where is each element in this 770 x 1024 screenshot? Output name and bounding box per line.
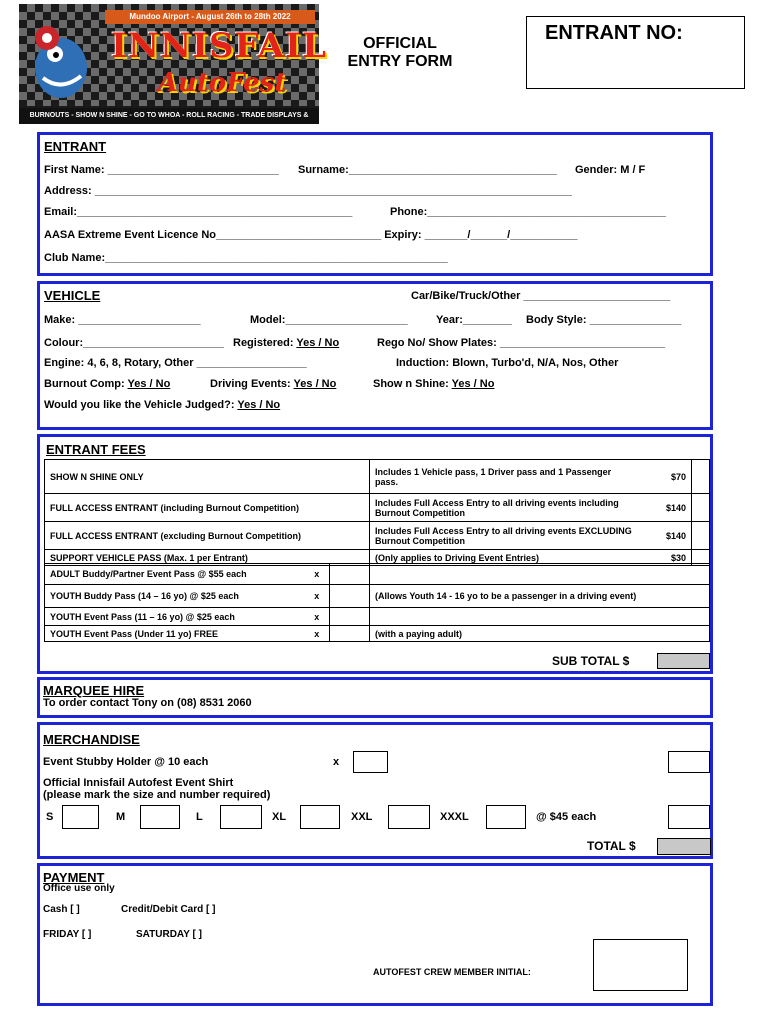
total-box[interactable] <box>657 838 711 855</box>
crew-initial-box[interactable] <box>593 939 688 991</box>
size-xl-label: XL <box>272 811 287 823</box>
pass-x: x <box>305 608 330 626</box>
fee-desc: Includes Full Access Entry to all driving events EXCLUDING Burnout Competition <box>370 522 642 550</box>
fee-entry-box[interactable] <box>692 460 710 494</box>
pass-note: (with a paying adult) <box>370 626 710 642</box>
entrant-heading: ENTRANT <box>44 139 107 154</box>
pass-item: YOUTH Buddy Pass (14 – 16 yo) @ $25 each <box>45 585 305 608</box>
email-field[interactable]: Email:_____________________________________________ <box>44 206 353 218</box>
fee-item: FULL ACCESS ENTRANT (excluding Burnout Competition) <box>45 522 370 550</box>
form-title-line1: OFFICIAL <box>363 35 437 52</box>
shirt-label: Official Innisfail Autofest Event Shirt <box>43 777 234 789</box>
fee-row <box>45 494 710 522</box>
pass-row <box>45 585 710 608</box>
merchandise-section <box>37 722 713 859</box>
saturday-option[interactable]: SATURDAY [ ] <box>136 929 202 940</box>
pass-qty-box[interactable] <box>330 626 370 642</box>
induction-field[interactable]: Induction: Blown, Turbo'd, N/A, Nos, Other <box>396 357 619 369</box>
pass-row <box>45 626 710 642</box>
registered-field[interactable] <box>233 337 339 349</box>
marquee-contact: To order contact Tony on (08) 8531 2060 <box>43 697 252 709</box>
stubby-holder-label: Event Stubby Holder @ 10 each <box>43 756 209 768</box>
judged-field[interactable] <box>44 399 280 411</box>
burnout-comp-field[interactable] <box>44 378 170 390</box>
size-s-box[interactable] <box>62 805 99 829</box>
subtotal-box[interactable] <box>657 653 710 669</box>
driving-options[interactable]: Yes / No <box>293 378 337 390</box>
logo-subtitle: AutoFest <box>157 68 287 98</box>
fee-item: SUPPORT VEHICLE PASS (Max. 1 per Entrant) <box>45 550 370 566</box>
fee-price: $140 <box>642 494 692 522</box>
driving-label: Driving Events: <box>210 378 294 390</box>
fee-price: $70 <box>642 460 692 494</box>
burnout-label: Burnout Comp: <box>44 378 128 390</box>
pass-note <box>370 608 710 626</box>
payment-section <box>37 863 713 1006</box>
size-l-label: L <box>196 811 203 823</box>
crew-initial-label: AUTOFEST CREW MEMBER INITIAL: <box>373 967 531 977</box>
shine-label: Show n Shine: <box>373 378 452 390</box>
gender-field[interactable]: Gender: M / F <box>575 164 646 176</box>
address-field[interactable]: Address: ______________________________________________________________________________ <box>44 185 572 197</box>
stubby-total-box[interactable] <box>668 751 710 773</box>
make-field[interactable]: Make: ____________________ <box>44 314 201 326</box>
size-xxl-label: XXL <box>351 811 373 823</box>
club-name-field[interactable]: Club Name:________________________________________________________ <box>44 252 448 264</box>
burnout-options[interactable]: Yes / No <box>127 378 171 390</box>
stubby-qty-box[interactable] <box>353 751 388 773</box>
pass-row <box>45 564 710 585</box>
shirt-price: @ $45 each <box>536 811 597 823</box>
fee-item: SHOW N SHINE ONLY <box>45 460 370 494</box>
first-name-field[interactable]: First Name: ____________________________ <box>44 164 279 176</box>
fee-price: $30 <box>642 550 692 566</box>
fee-desc: (Only applies to Driving Event Entries) <box>370 550 642 566</box>
fee-row <box>45 460 710 494</box>
fees-heading: ENTRANT FEES <box>46 442 146 457</box>
logo-banner: Mundoo Airport - August 26th to 28th 2022 <box>105 10 315 24</box>
shirt-total-box[interactable] <box>668 805 710 829</box>
pass-item: ADULT Buddy/Partner Event Pass @ $55 each <box>45 564 305 585</box>
mascot-icon <box>25 18 97 102</box>
card-option[interactable]: Credit/Debit Card [ ] <box>121 904 216 915</box>
payment-heading: PAYMENT <box>43 870 105 885</box>
engine-field[interactable]: Engine: 4, 6, 8, Rotary, Other __________________ <box>44 357 307 369</box>
shirt-instruction: (please mark the size and number required) <box>43 789 271 801</box>
rego-field[interactable]: Rego No/ Show Plates: ___________________________ <box>377 337 666 349</box>
size-l-box[interactable] <box>220 805 262 829</box>
size-xxl-box[interactable] <box>388 805 430 829</box>
fee-entry-box[interactable] <box>692 522 710 550</box>
phone-field[interactable]: Phone:_______________________________________ <box>390 206 666 218</box>
size-m-box[interactable] <box>140 805 180 829</box>
fee-entry-box[interactable] <box>692 494 710 522</box>
judged-label: Would you like the Vehicle Judged?: <box>44 399 238 411</box>
logo-strip: BURNOUTS - SHOW N SHINE - GO TO WHOA - ROLL RACING - TRADE DISPLAYS & MORE <box>19 108 319 124</box>
stubby-x: x <box>333 756 340 768</box>
pass-item: YOUTH Event Pass (11 – 16 yo) @ $25 each <box>45 608 305 626</box>
marquee-heading: MARQUEE HIRE <box>43 683 145 698</box>
pass-x: x <box>305 564 330 585</box>
model-field[interactable]: Model:____________________ <box>250 314 408 326</box>
licence-field[interactable]: AASA Extreme Event Licence No___________________________ Expiry: _______/______/___________ <box>44 229 578 241</box>
pass-item: YOUTH Event Pass (Under 11 yo) FREE <box>45 626 305 642</box>
passes-table <box>44 563 710 642</box>
form-title <box>330 35 470 71</box>
fee-item: FULL ACCESS ENTRANT (including Burnout Competition) <box>45 494 370 522</box>
logo-title: INNISFAIL <box>111 26 327 66</box>
fees-table <box>44 459 710 566</box>
cash-option[interactable]: Cash [ ] <box>43 904 80 915</box>
size-m-label: M <box>116 811 126 823</box>
registered-options[interactable]: Yes / No <box>296 337 340 349</box>
friday-option[interactable]: FRIDAY [ ] <box>43 929 92 940</box>
entrant-no-label: ENTRANT NO: <box>545 22 683 44</box>
size-xxxl-box[interactable] <box>486 805 526 829</box>
show-n-shine-field[interactable] <box>373 378 494 390</box>
colour-field[interactable]: Colour:_______________________ <box>44 337 224 349</box>
fees-section <box>37 434 713 674</box>
pass-x: x <box>305 626 330 642</box>
fee-price: $140 <box>642 522 692 550</box>
event-logo <box>19 4 327 135</box>
fee-desc: Includes 1 Vehicle pass, 1 Driver pass and 1 Passenger pass. <box>370 460 642 494</box>
pass-note <box>370 564 710 585</box>
judged-options[interactable]: Yes / No <box>237 399 281 411</box>
entrant-section <box>37 132 713 276</box>
pass-x: x <box>305 585 330 608</box>
pass-qty-box[interactable] <box>330 585 370 608</box>
merchandise-heading: MERCHANDISE <box>43 732 140 747</box>
size-xxxl-label: XXXL <box>440 811 469 823</box>
year-field[interactable]: Year:________ <box>436 314 512 326</box>
body-style-field[interactable]: Body Style: _______________ <box>526 314 682 326</box>
vehicle-heading: VEHICLE <box>44 288 101 303</box>
surname-field[interactable]: Surname:__________________________________ <box>298 164 557 176</box>
pass-qty-box[interactable] <box>330 608 370 626</box>
registered-label: Registered: <box>233 337 297 349</box>
vehicle-section <box>37 281 713 430</box>
vehicle-type-field[interactable]: Car/Bike/Truck/Other ________________________ <box>411 290 671 302</box>
total-label: TOTAL $ <box>587 839 636 853</box>
pass-note: (Allows Youth 14 - 16 yo to be a passenger in a driving event) <box>370 585 710 608</box>
fee-desc: Includes Full Access Entry to all driving events including Burnout Competition <box>370 494 642 522</box>
entrant-no-box[interactable] <box>526 16 745 89</box>
subtotal-label: SUB TOTAL $ <box>552 654 630 668</box>
office-use-label: Office use only <box>43 883 115 894</box>
shine-options[interactable]: Yes / No <box>451 378 495 390</box>
fee-row <box>45 522 710 550</box>
size-s-label: S <box>46 811 54 823</box>
marquee-section <box>37 677 713 718</box>
form-title-line2: ENTRY FORM <box>347 53 453 70</box>
size-xl-box[interactable] <box>300 805 340 829</box>
driving-events-field[interactable] <box>210 378 336 390</box>
pass-row <box>45 608 710 626</box>
pass-qty-box[interactable] <box>330 564 370 585</box>
